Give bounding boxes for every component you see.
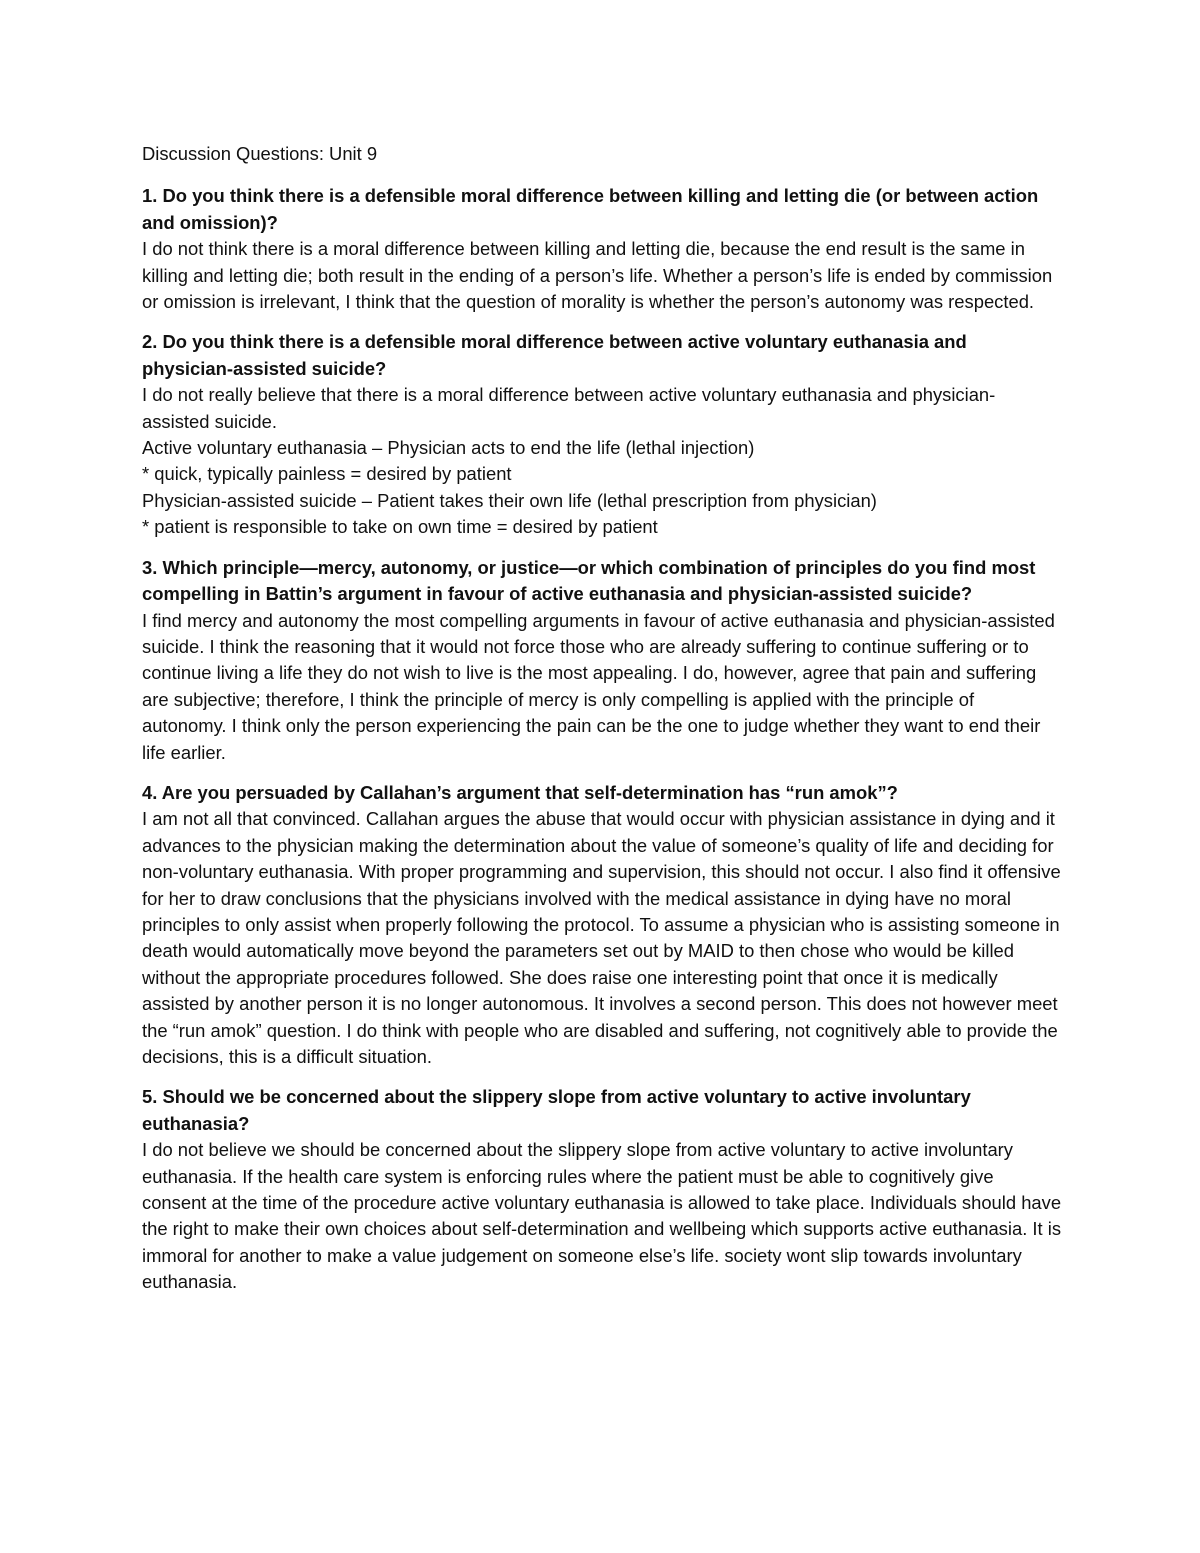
question-block-5	[142, 1084, 1062, 1295]
question-block-4	[142, 780, 1062, 1070]
question-1: 1. Do you think there is a defensible moral difference between killing and letting die (or between action and omission)?	[142, 185, 1039, 233]
question-3: 3. Which principle—mercy, autonomy, or justice—or which combination of principles do you find most compelling in Battin’s argument in favour of active euthanasia and physician-assisted suicide?	[142, 556, 1036, 605]
answer-paragraph: Physician-assisted suicide – Patient takes their own life (lethal prescription from physician)	[142, 489, 877, 511]
answer-paragraph: Active voluntary euthanasia – Physician acts to end the life (lethal injection)	[142, 437, 755, 459]
document-title: Discussion Questions: Unit 9	[142, 143, 378, 164]
question-4: 4. Are you persuaded by Callahan’s argument that self-determination has “run amok”?	[142, 781, 898, 803]
answer-paragraph: I find mercy and autonomy the most compelling arguments in favour of active euthanasia and physician-assisted suicide. I think the reasoning that it would not force those who are already suffering to continue suffering or to continue living a life they do not wish to live is the most appealing. I do, however, agree that pain and suffering are subjective; therefore, I think the principle of mercy is only compelling is applied with the principle of autonomy. I think only the person experiencing the pain can be the one to judge whether they want to end their life earlier.	[142, 609, 1055, 763]
question-block-3	[142, 555, 1062, 766]
answer-5	[142, 1137, 1062, 1295]
answer-paragraph: * patient is responsible to take on own time = desired by patient	[142, 516, 658, 538]
question-2: 2. Do you think there is a defensible moral difference between active voluntary euthanasia and physician-assisted suicide?	[142, 331, 967, 379]
answer-4	[142, 806, 1062, 1070]
answer-1	[142, 236, 1062, 315]
question-block-2	[142, 329, 1062, 540]
answer-paragraph: I do not really believe that there is a moral difference between active voluntary euthanasia and physician-assisted suicide.	[142, 384, 996, 432]
answer-3	[142, 608, 1062, 766]
document-body	[142, 141, 1062, 1310]
answer-paragraph: I am not all that convinced. Callahan argues the abuse that would occur with physician assistance in dying and it advances to the physician making the determination about the value of someone’s quality of life and deciding for non-voluntary euthanasia. With proper programming and supervision, this should not occur. I also find it offensive for her to draw conclusions that the physicians involved with the medical assistance in dying have no moral principles to only assist when properly following the protocol. To assume a physician who is assisting someone in death would automatically move beyond the parameters set out by MAID to then chose who would be killed without the appropriate procedures followed. She does raise one interesting point that once it is medically assisted by another person it is no longer autonomous. It involves a second person. This does not however meet the “run amok” question. I do think with people who are disabled and suffering, not cognitively able to provide the decisions, this is a difficult situation.	[142, 808, 1061, 1067]
answer-paragraph: * quick, typically painless = desired by patient	[142, 463, 512, 485]
answer-paragraph: I do not believe we should be concerned about the slippery slope from active voluntary to active involuntary euthanasia. If the health care system is enforcing rules where the patient must be able to cognitively give consent at the time of the procedure active voluntary euthanasia is allowed to take place. Individuals should have the right to make their own choices about self-determination and wellbeing which supports active euthanasia. It is immoral for another to make a value judgement on someone else’s life. society wont slip towards involuntary euthanasia.	[142, 1139, 1062, 1293]
question-block-1	[142, 183, 1062, 315]
answer-paragraph: I do not think there is a moral difference between killing and letting die, because the end result is the same in killing and letting die; both result in the ending of a person’s life. Whether a person’s life is ended by commission or omission is irrelevant, I think that the question of morality is whether the person’s autonomy was respected.	[142, 238, 1053, 313]
answer-2	[142, 382, 1062, 540]
question-5: 5. Should we be concerned about the slippery slope from active voluntary to active involuntary euthanasia?	[142, 1086, 971, 1134]
